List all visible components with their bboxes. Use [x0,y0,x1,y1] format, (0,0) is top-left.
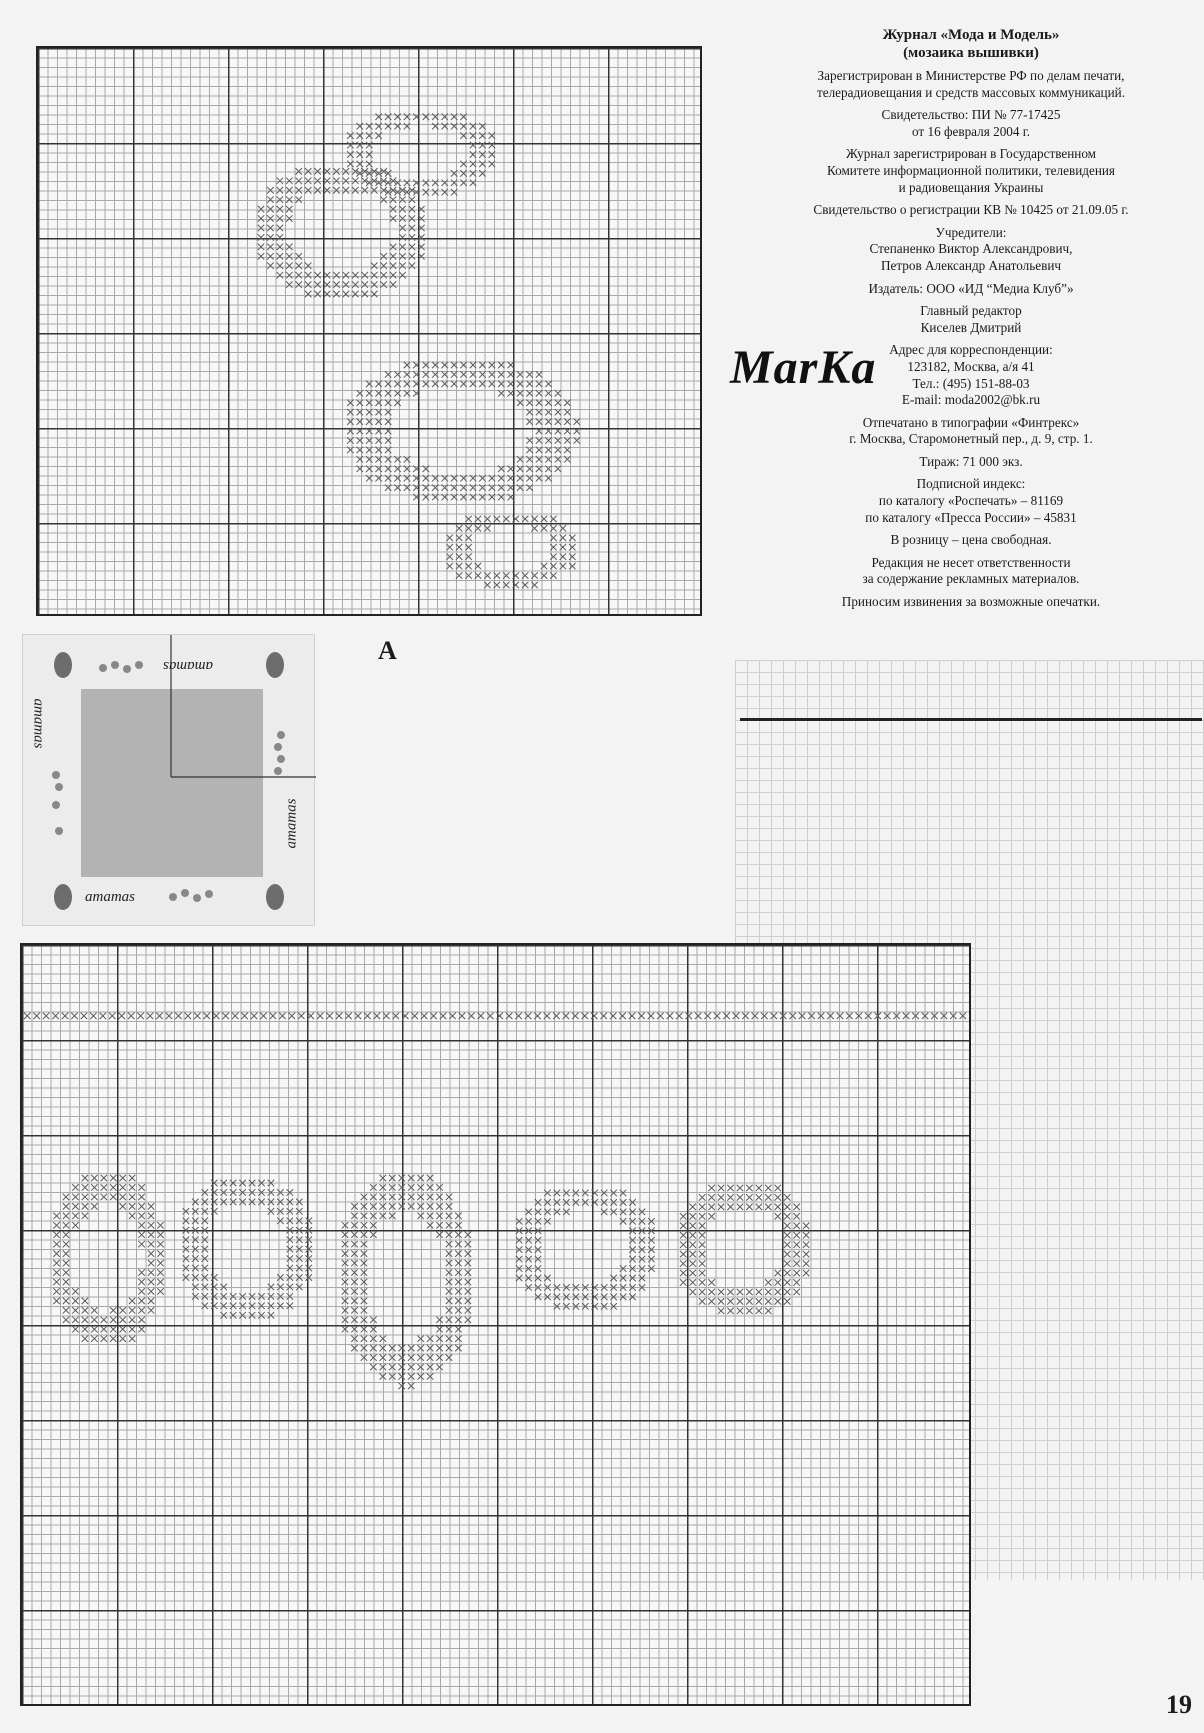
certificate-text: Свидетельство: ПИ № 77-17425 от 16 февраля 2004 г. [881,107,1061,139]
imprint-divider [740,718,1202,721]
masthead-imprint [740,26,1202,617]
ukraine-registration: Журнал зарегистрирован в Государственном Комитете информационной политики, телевидения и радиовещания Украины [826,146,1115,195]
preview-word-bottom: amamas [85,889,136,905]
printing-house: Отпечатано в типографии «Финтрекс» г. Москва, Старомонетный пер., д. 9, стр. 1. [849,414,1093,447]
apology: Приносим извинения за возможные опечатки. [841,594,1101,610]
chief-editor: Главный редактор Киселев Дмитрий [920,303,1022,335]
retail-price: В розницу – цена свободная. [890,532,1052,548]
preview-word-right: amamas [283,798,300,849]
publisher: Издатель: ООО «ИД “Медиа Клуб”» [868,280,1074,296]
magazine-title: Журнал «Мода и Модель» (мозаика вышивки) [882,27,1060,61]
stitch-pattern-bottom [22,945,969,1704]
subscription-index: Подписной индекс: по каталогу «Роспечать» – 81169 по каталогу «Пресса России» – 45831 [865,476,1077,525]
preview-decoration [23,635,316,927]
page-number: 19 [1166,1690,1192,1719]
preview-word-top: amamas [163,658,214,674]
stitch-pattern-top [38,48,700,614]
watermark-logo: MarKa [730,341,877,394]
ukraine-certificate: Свидетельство о регистрации КВ № 10425 от 21.09.05 г. [813,202,1129,218]
circulation: Тираж: 71 000 экз. [919,453,1023,469]
preview-word-left: amamas [30,698,47,749]
disclaimer: Редакция не несет ответственности за содержание рекламных материалов. [862,554,1080,587]
cross-stitch-chart-top [36,46,702,616]
embroidery-preview [22,634,315,926]
founders: Учредители: Степаненко Виктор Александрович, Петров Александр Анатольевич [869,224,1073,273]
chart-label: A [378,636,397,665]
cross-stitch-chart-bottom [20,943,971,1706]
address: Адрес для корреспонденции: 123182, Москва, а/я 41 Тел.: (495) 151-88-03 E-mail: moda2002@bk.ru [889,342,1053,408]
registration-text: Зарегистрирован в Министерстве РФ по делам печати, телерадиовещания и средств массовых коммуникаций. [816,68,1126,100]
